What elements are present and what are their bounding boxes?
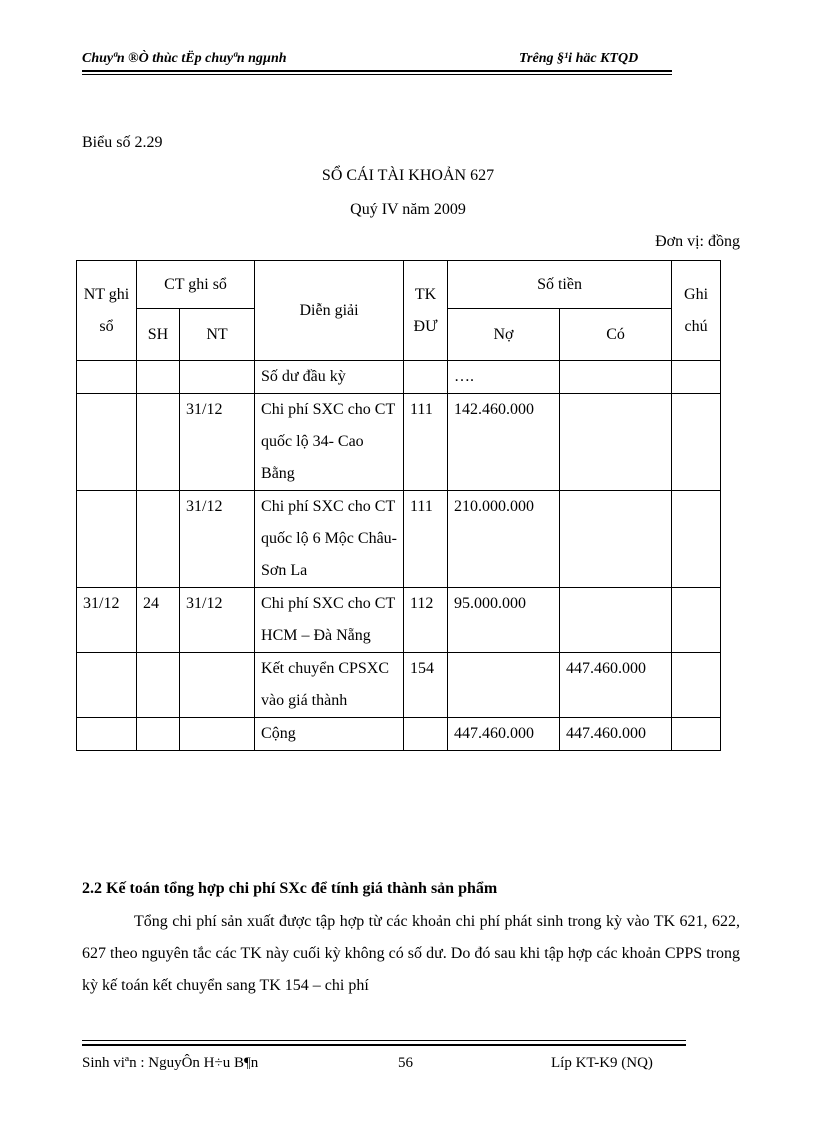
cell-ghi-chu: [672, 588, 721, 653]
cell-no: ….: [448, 361, 560, 394]
cell-no: 95.000.000: [448, 588, 560, 653]
cell-dien-giai: Số dư đầu kỳ: [255, 361, 404, 394]
header-rule-thin: [82, 74, 672, 75]
table-row: [77, 361, 721, 394]
cell-ghi-chu: [672, 653, 721, 718]
header-dien-giai: Diễn giải: [255, 261, 404, 361]
cell-no: [448, 653, 560, 718]
cell-co: [560, 394, 672, 491]
header-rule: [82, 70, 672, 72]
cell-nt: 31/12: [180, 394, 255, 491]
table-row-total: [77, 718, 721, 751]
cell-tk: [404, 361, 448, 394]
cell-co: [560, 361, 672, 394]
cell-sh: [137, 491, 180, 588]
cell-co: 447.460.000: [560, 653, 672, 718]
cell-nt: [180, 718, 255, 751]
cell-tk: 111: [404, 394, 448, 491]
cell-nt: [180, 361, 255, 394]
cell-nt-ghi-so: 31/12: [77, 588, 137, 653]
paragraph-text: Tổng chi phí sản xuất được tập hợp từ các khoản chi phí phát sinh trong kỳ vào TK 621, 622, 627 theo nguyên tắc các TK này cuối kỳ không có số dư. Do đó sau khi tập hợp các khoản CPPS trong kỳ kế toán kết chuyển sang TK 154 – chi phí: [82, 913, 740, 994]
cell-nt-ghi-so: [77, 653, 137, 718]
section-heading: 2.2 Kế toán tổng hợp chi phí SXc để tính giá thành sản phẩm: [82, 880, 498, 897]
document-subtitle: Quý IV năm 2009: [350, 201, 466, 218]
header-so-tien: Số tiền: [448, 261, 672, 309]
cell-tk: 111: [404, 491, 448, 588]
cell-tk: 112: [404, 588, 448, 653]
cell-nt: 31/12: [180, 491, 255, 588]
cell-sh: [137, 653, 180, 718]
footer-class: Líp KT-K9 (NQ): [551, 1055, 653, 1071]
cell-dien-giai: Kết chuyển CPSXC vào giá thành: [255, 653, 404, 718]
header-tk-du: TK ĐƯ: [404, 261, 448, 361]
cell-no: 447.460.000: [448, 718, 560, 751]
cell-co: 447.460.000: [560, 718, 672, 751]
cell-dien-giai: Chi phí SXC cho CT quốc lộ 6 Mộc Châu- Sơn La: [255, 491, 404, 588]
header-co: Có: [560, 309, 672, 361]
page-number: 56: [398, 1055, 413, 1071]
cell-nt-ghi-so: [77, 361, 137, 394]
header-right-text: Trêng §¹i häc KTQD: [519, 51, 639, 66]
header-left-text: Chuyªn ®Ò thùc tËp chuyªn ngµnh: [82, 51, 287, 66]
cell-nt-ghi-so: [77, 718, 137, 751]
cell-tk: 154: [404, 653, 448, 718]
page-header: [82, 47, 672, 71]
ledger-table: [76, 260, 721, 751]
cell-no: 142.460.000: [448, 394, 560, 491]
cell-dien-giai: Chi phí SXC cho CT HCM – Đà Nẵng: [255, 588, 404, 653]
cell-dien-giai: Cộng: [255, 718, 404, 751]
cell-nt-ghi-so: [77, 394, 137, 491]
header-nt: NT: [180, 309, 255, 361]
table-row: [77, 394, 721, 491]
cell-co: [560, 588, 672, 653]
cell-dien-giai: Chi phí SXC cho CT quốc lộ 34- Cao Bằng: [255, 394, 404, 491]
table-row: [77, 653, 721, 718]
cell-sh: [137, 361, 180, 394]
document-label: Biểu số 2.29: [82, 134, 163, 151]
cell-ghi-chu: [672, 718, 721, 751]
footer-rule-thin: [82, 1040, 686, 1041]
cell-co: [560, 491, 672, 588]
header-ghi-chu: Ghi chú: [672, 261, 721, 361]
footer-student: Sinh viªn : NguyÔn H÷u B¶n: [82, 1055, 259, 1071]
cell-ghi-chu: [672, 361, 721, 394]
cell-ghi-chu: [672, 394, 721, 491]
section-paragraph: [82, 906, 740, 1002]
cell-no: 210.000.000: [448, 491, 560, 588]
document-title: SỔ CÁI TÀI KHOẢN 627: [321, 167, 495, 184]
header-sh: SH: [137, 309, 180, 361]
table-row: [77, 588, 721, 653]
cell-tk: [404, 718, 448, 751]
table-row: [77, 491, 721, 588]
cell-nt: [180, 653, 255, 718]
currency-unit: Đơn vị: đồng: [655, 233, 740, 250]
cell-nt: 31/12: [180, 588, 255, 653]
cell-sh: [137, 718, 180, 751]
header-ct-ghi-so: CT ghi sổ: [137, 261, 255, 309]
header-nt-ghi-so: NT ghi sổ: [77, 261, 137, 361]
cell-ghi-chu: [672, 491, 721, 588]
cell-nt-ghi-so: [77, 491, 137, 588]
cell-sh: [137, 394, 180, 491]
header-no: Nợ: [448, 309, 560, 361]
footer-rule: [82, 1044, 686, 1046]
cell-sh: 24: [137, 588, 180, 653]
